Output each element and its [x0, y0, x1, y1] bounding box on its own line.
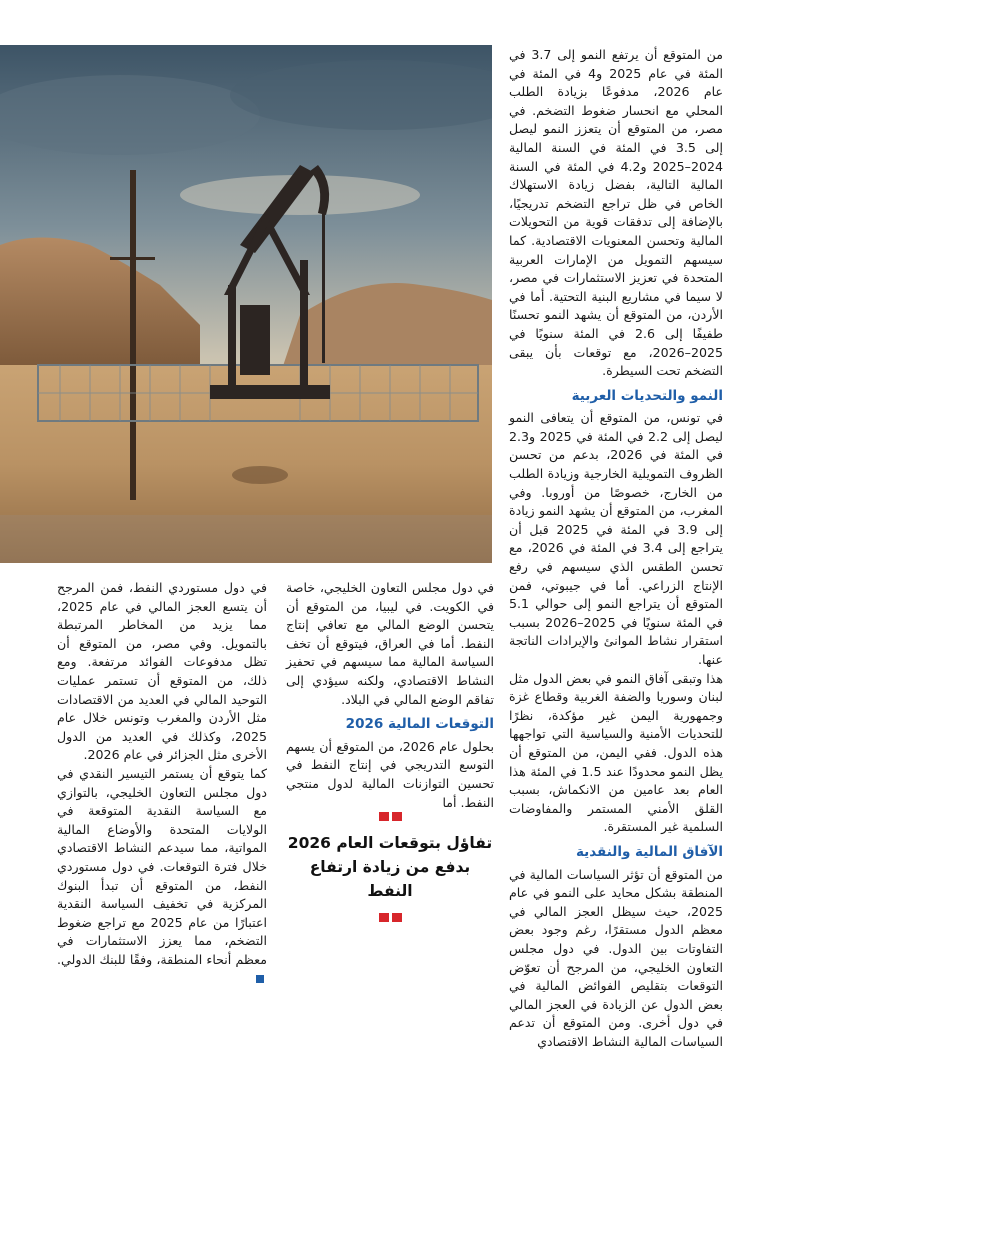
- paragraph: من المتوقع أن يرتفع النمو إلى 3.7 في المئة في عام 2025 و4 في المئة في عام 2026، مدفوعًا بزيادة الطلب المحلي مع انحسار ضغوط التضخم. في مصر، من المتوقع أن يتعزز النمو ليصل إلى 3.5 في المئة في السنة المالية 2024–2025 و4.2 في المئة في السنة المالية التالية، بفضل زيادة الاستهلاك الخاص في ظل تراجع التضخم تدريجيًا، بالإضافة إلى تدفقات قوية من التحويلات المالية وتحسن المعنويات الاقتصادية. كما سيسهم التمويل من الإمارات العربية المتحدة في تعزيز الاستثمارات في مصر، لا سيما في مشاريع البنية التحتية. أما في الأردن، من المتوقع أن يشهد النمو تحسنًا طفيفًا إلى 2.6 في المئة سنويًا في 2025–2026، مع توقعات بأن يبقى التضخم تحت السيطرة.: [509, 47, 724, 379]
- decorative-squares-bottom: [286, 913, 494, 922]
- paragraph: في دول مستوردي النفط، فمن المرجح أن يتسع العجز المالي في عام 2025، مما يزيد من المخاطر المرتبطة بالتمويل. وفي مصر، من المتوقع أن تظل مدفوعات الفوائد مرتفعة. ومع ذلك، من المتوقع أن تستمر عمليات التوحيد المالي في العديد من الاقتصادات مثل الأردن والمغرب وتونس خلال عام 2025، وكذلك في العديد من الدول الأخرى مثل الجزائر في عام 2026.: [57, 580, 267, 763]
- paragraph: في تونس، من المتوقع أن يتعافى النمو ليصل إلى 2.2 في المئة في 2025 و2.3 في المئة في 2026، بدعم من تحسن الظروف التمويلية الخارجية وزيادة الطلب من الخارج، خصوصًا من أوروبا. وفي المغرب، من المتوقع أن يشهد النمو زيادة إلى 3.9 في المئة في 2025 قبل أن يتراجع إلى 3.4 في المئة في 2026، مع تحسن الطقس الذي سيسهم في رفع الإنتاج الزراعي. أما في جيبوتي، فمن المتوقع أن يتراجع النمو إلى حوالي 5.1 في المئة سنويًا في 2025–2026 بسبب استقرار نشاط الموانئ والإيرادات الناتجة عنها.: [509, 410, 724, 667]
- section-heading-outlook-2026: التوقعات المالية 2026: [345, 716, 494, 733]
- article-column-left: [57, 579, 267, 988]
- pull-quote-line-2: بدفع من زيادة ارتفاع النفط: [309, 858, 471, 900]
- paragraph: من المتوقع أن تؤثر السياسات المالية في المنطقة بشكل محايد على النمو في عام 2025، حيث سيظل العجز المالي في معظم الدول مستقرًا، رغم وجود بعض التفاوتات بين الدول. في دول مجلس التعاون الخليجي، من المرجح أن تعوّض التوقعات بتقليص الفوائض المالية في بعض الدول عن الزيادة في العجز المالي في دول أخرى. ومن المتوقع أن تدعم السياسات المالية النشاط الاقتصادي: [509, 866, 723, 1049]
- oil-pumpjack-photo: [0, 45, 492, 563]
- paragraph: بحلول عام 2026، من المتوقع أن يسهم التوسع التدريجي في إنتاج النفط في تحسين التوازنات المالية لدول منتجي النفط. أما: [286, 738, 495, 810]
- article-column-middle: [286, 579, 494, 812]
- pull-quote-line-1: تفاؤل بتوقعات العام 2026: [287, 834, 493, 852]
- paragraph: هذا وتبقى آفاق النمو في بعض الدول مثل لبنان وسوريا والضفة الغربية وقطاع غزة وجمهورية اليمن غير مؤكدة، نظرًا للتحديات الأمنية والسياسية التي تواجهها هذه الدول. ففي اليمن، من المتوقع أن يظل النمو محدودًا عند 1.5 في المئة هذا العام بعد عامين من الانكماش، بسبب القلق الأمني المستمر والمفاوضات السلمية غير المستقرة.: [509, 670, 723, 835]
- oil-pumpjack-desert-photo: [0, 45, 492, 563]
- pull-quote-text: [286, 831, 494, 903]
- article-column-right: [509, 46, 723, 1051]
- paragraph: في دول مجلس التعاون الخليجي، خاصة في الكويت. في ليبيا، من المتوقع أن يتحسن الوضع المالي مع تعافي إنتاج النفط. أما في العراق، فيتوقع أن تخف السياسة المالية مما سيسهم في تحفيز النشاط الاقتصادي، ولكنه سيؤدي إلى تفاقم الوضع المالي في البلاد.: [286, 580, 494, 707]
- section-heading-fiscal: الآفاق المالية والنقدية: [575, 843, 723, 860]
- paragraph-final: كما يتوقع أن يستمر التيسير النقدي في دول مجلس التعاون الخليجي، بالتوازي مع السياسة النقدية المتوقعة في الولايات المتحدة والأوضاع المالية المواتية، مما سيدعم النشاط الاقتصادي خلال فترة التوقعات. في دول مستوردي النفط، من المتوقع أن تبدأ البنوك المركزية في تخفيف السياسة النقدية اعتبارًا من عام 2025 مع تراجع ضغوط التضخم، مما يعزز الاستثمارات في معظم أنحاء المنطقة، وفقًا للبنك الدولي.: [57, 765, 267, 988]
- end-of-article-icon: [256, 975, 264, 983]
- section-heading-growth: النمو والتحديات العربية: [571, 387, 723, 404]
- pull-quote: [286, 812, 494, 922]
- decorative-squares-top: [286, 812, 494, 821]
